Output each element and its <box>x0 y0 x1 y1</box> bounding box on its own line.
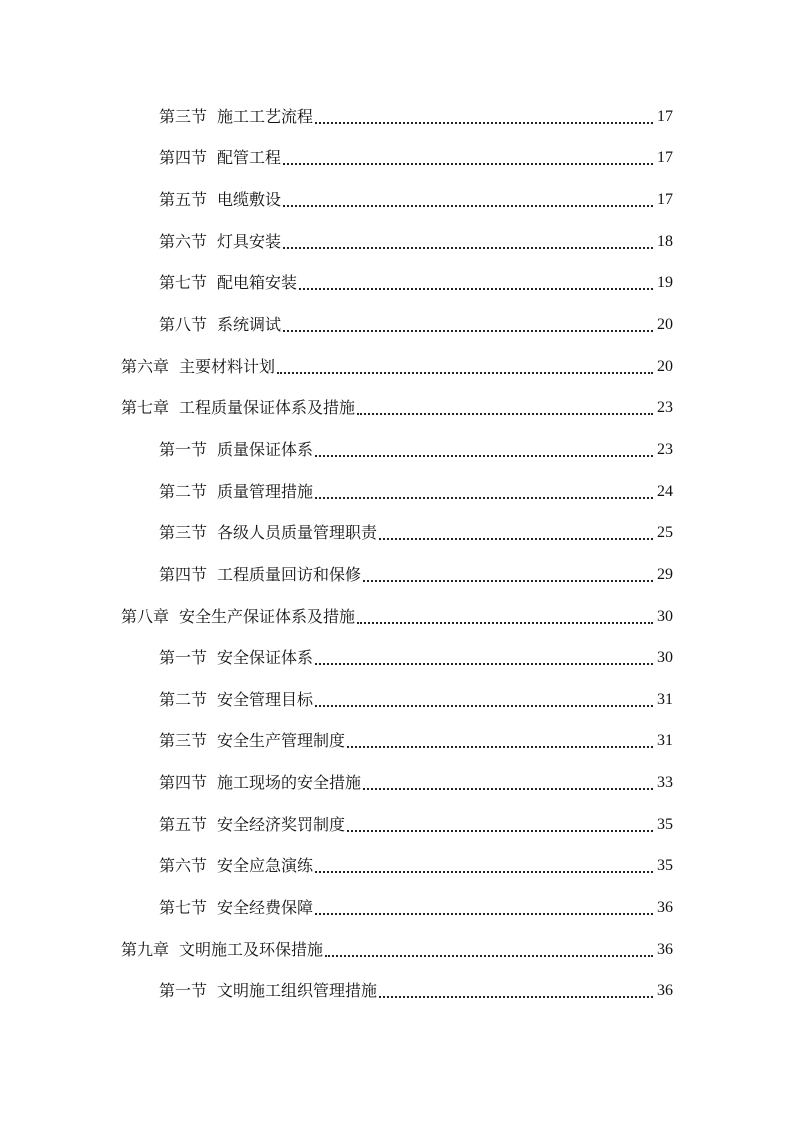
toc-entry[interactable] <box>0 970 793 1012</box>
toc-entry-page: 17 <box>657 149 673 167</box>
dot-leader <box>283 330 653 332</box>
toc-entry-page: 17 <box>657 107 673 125</box>
dot-leader <box>315 122 653 124</box>
dot-leader <box>315 705 653 707</box>
toc-entry[interactable] <box>0 221 793 263</box>
dot-leader <box>277 372 653 374</box>
toc-entry-page: 35 <box>657 815 673 833</box>
toc-entry-title: 安全经济奖罚制度 <box>217 814 346 834</box>
dot-leader <box>357 413 653 415</box>
toc-entry-title: 质量管理措施 <box>217 481 314 501</box>
toc-entry-title: 各级人员质量管理职责 <box>217 523 378 543</box>
toc-entry-number: 第八章 <box>121 606 170 626</box>
dot-leader <box>363 580 653 582</box>
toc-entry[interactable] <box>0 679 793 721</box>
toc-entry[interactable] <box>0 887 793 929</box>
toc-entry[interactable] <box>0 762 793 804</box>
toc-entry-page: 29 <box>657 565 673 583</box>
toc-entry-title: 施工工艺流程 <box>217 106 314 126</box>
toc-entry[interactable] <box>0 929 793 971</box>
toc-entry-number: 第七节 <box>159 273 208 293</box>
toc-entry-number: 第六节 <box>159 231 208 251</box>
toc-entry-page: 24 <box>657 482 673 500</box>
toc-entry[interactable] <box>0 387 793 429</box>
toc-entry-number: 第五节 <box>159 190 208 210</box>
toc-entry-page: 31 <box>657 732 673 750</box>
toc-entry-number: 第二节 <box>159 689 208 709</box>
toc-entry[interactable] <box>0 138 793 180</box>
toc-entry[interactable] <box>0 721 793 763</box>
toc-entry-number: 第四节 <box>159 148 208 168</box>
toc-entry-page: 19 <box>657 274 673 292</box>
toc-entry-number: 第七章 <box>121 398 170 418</box>
toc-entry-number: 第六节 <box>159 856 208 876</box>
toc-entry-title: 文明施工组织管理措施 <box>217 981 378 1001</box>
toc-entry-number: 第五节 <box>159 814 208 834</box>
toc-entry[interactable] <box>0 804 793 846</box>
toc-entry-title: 安全生产管理制度 <box>217 731 346 751</box>
toc-entry[interactable] <box>0 179 793 221</box>
table-of-contents <box>0 96 793 1012</box>
toc-entry-title: 工程质量保证体系及措施 <box>179 398 356 418</box>
toc-entry-page: 35 <box>657 857 673 875</box>
toc-entry[interactable] <box>0 346 793 388</box>
toc-entry-number: 第三节 <box>159 731 208 751</box>
toc-entry-page: 20 <box>657 316 673 334</box>
toc-entry[interactable] <box>0 263 793 305</box>
toc-entry-number: 第九章 <box>121 939 170 959</box>
toc-entry-number: 第一节 <box>159 439 208 459</box>
toc-entry[interactable] <box>0 512 793 554</box>
dot-leader <box>325 955 653 957</box>
dot-leader <box>347 830 653 832</box>
toc-entry-number: 第八节 <box>159 315 208 335</box>
dot-leader <box>283 247 653 249</box>
toc-entry-title: 配电箱安装 <box>217 273 298 293</box>
toc-entry-page: 30 <box>657 607 673 625</box>
dot-leader <box>379 996 653 998</box>
toc-entry-page: 23 <box>657 399 673 417</box>
dot-leader <box>283 163 653 165</box>
toc-entry-title: 文明施工及环保措施 <box>179 939 324 959</box>
toc-entry-number: 第六章 <box>121 356 170 376</box>
toc-entry-title: 系统调试 <box>217 315 282 335</box>
toc-entry-page: 36 <box>657 898 673 916</box>
dot-leader <box>315 871 653 873</box>
dot-leader <box>363 788 653 790</box>
dot-leader <box>347 746 653 748</box>
dot-leader <box>315 913 653 915</box>
toc-entry-number: 第一节 <box>159 648 208 668</box>
toc-entry-title: 电缆敷设 <box>217 190 282 210</box>
dot-leader <box>299 288 653 290</box>
toc-entry-number: 第一节 <box>159 981 208 1001</box>
toc-entry-number: 第四节 <box>159 564 208 584</box>
toc-entry-page: 18 <box>657 232 673 250</box>
toc-entry-page: 30 <box>657 649 673 667</box>
toc-entry-title: 工程质量回访和保修 <box>217 564 362 584</box>
toc-entry-page: 31 <box>657 690 673 708</box>
toc-entry-title: 配管工程 <box>217 148 282 168</box>
toc-entry-title: 安全经费保障 <box>217 897 314 917</box>
toc-entry-number: 第七节 <box>159 897 208 917</box>
dot-leader <box>357 622 653 624</box>
dot-leader <box>315 497 653 499</box>
toc-entry-page: 36 <box>657 982 673 1000</box>
toc-entry-number: 第二节 <box>159 481 208 501</box>
dot-leader <box>379 538 653 540</box>
toc-entry[interactable] <box>0 471 793 513</box>
toc-entry[interactable] <box>0 596 793 638</box>
dot-leader <box>315 663 653 665</box>
toc-entry-title: 灯具安装 <box>217 231 282 251</box>
dot-leader <box>315 455 653 457</box>
toc-entry[interactable] <box>0 637 793 679</box>
toc-entry-number: 第四节 <box>159 773 208 793</box>
toc-entry-title: 施工现场的安全措施 <box>217 773 362 793</box>
toc-entry-page: 25 <box>657 524 673 542</box>
toc-entry-page: 33 <box>657 774 673 792</box>
toc-entry[interactable] <box>0 429 793 471</box>
toc-entry-title: 安全管理目标 <box>217 689 314 709</box>
toc-entry[interactable] <box>0 554 793 596</box>
toc-entry[interactable] <box>0 96 793 138</box>
toc-entry-page: 20 <box>657 357 673 375</box>
toc-entry-page: 17 <box>657 191 673 209</box>
toc-entry-title: 安全保证体系 <box>217 648 314 668</box>
dot-leader <box>283 205 653 207</box>
toc-entry-title: 质量保证体系 <box>217 439 314 459</box>
toc-entry-page: 23 <box>657 440 673 458</box>
toc-entry[interactable] <box>0 304 793 346</box>
toc-entry-title: 安全应急演练 <box>217 856 314 876</box>
toc-entry-title: 主要材料计划 <box>179 356 276 376</box>
toc-entry-page: 36 <box>657 940 673 958</box>
toc-entry-number: 第三节 <box>159 106 208 126</box>
toc-entry-number: 第三节 <box>159 523 208 543</box>
toc-entry[interactable] <box>0 846 793 888</box>
toc-entry-title: 安全生产保证体系及措施 <box>179 606 356 626</box>
